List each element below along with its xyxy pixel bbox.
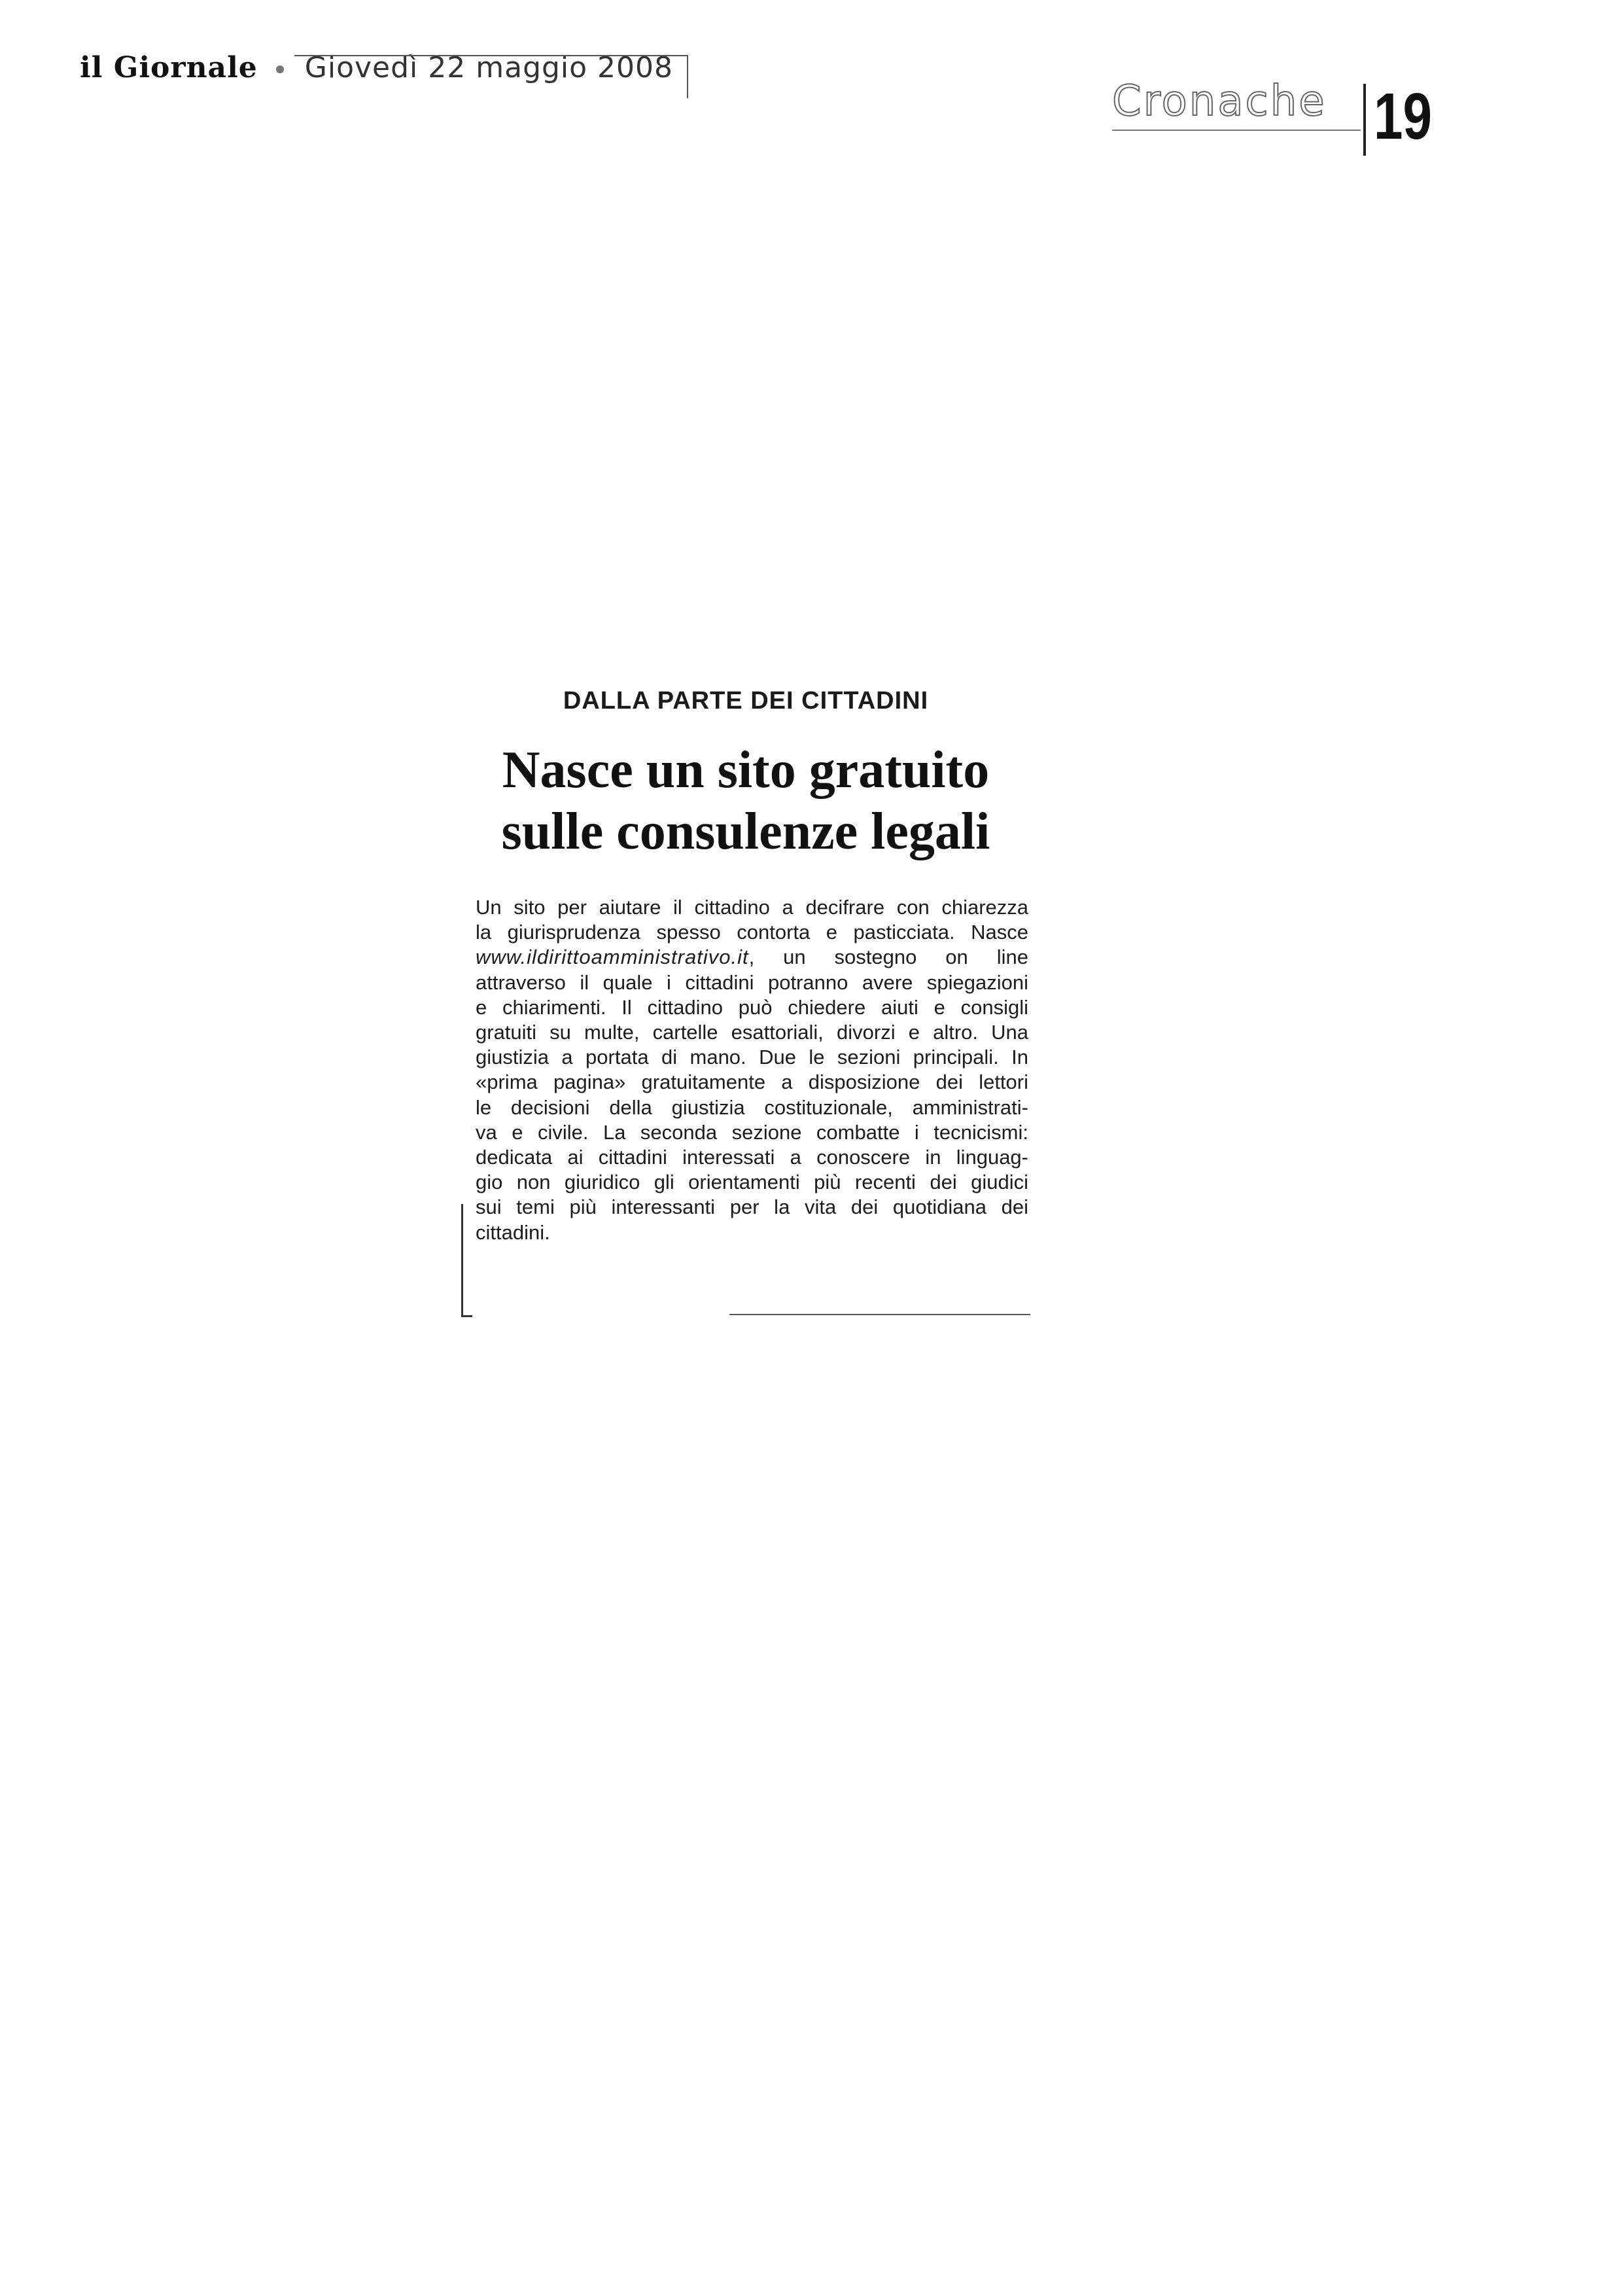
body-line: gratuiti su multe, cartelle esattoriali, divorzi e altro. Una bbox=[476, 1021, 1028, 1044]
issue-date: Giovedì 22 maggio 2008 bbox=[304, 51, 674, 84]
body-line-with-url bbox=[476, 945, 1028, 970]
newspaper-name: il Giornale bbox=[80, 51, 258, 84]
website-url: www.ildirittoamministrativo.it bbox=[476, 945, 749, 969]
article-headline bbox=[461, 739, 1030, 862]
date-rule bbox=[294, 55, 687, 56]
body-line: Un sito per aiutare il cittadino a decifrare con chiarezza bbox=[476, 896, 1028, 919]
section-header bbox=[1112, 77, 1439, 162]
body-line: la giurisprudenza spesso contorta e pasticciata. Nasce bbox=[476, 921, 1028, 944]
section-name: Cronache bbox=[1112, 77, 1327, 126]
body-line: giustizia a portata di mano. Due le sezioni principali. In bbox=[476, 1046, 1028, 1069]
body-line: dedicata ai cittadini interessati a conoscere in linguag- bbox=[476, 1146, 1028, 1169]
article-kicker: DALLA PARTE DEI CITTADINI bbox=[563, 687, 929, 715]
clipping-corner-mark bbox=[461, 1204, 472, 1317]
masthead bbox=[80, 51, 673, 103]
article-clipping bbox=[461, 674, 1030, 1302]
body-line: gio non giuridico gli orientamenti più recenti dei giudici bbox=[476, 1171, 1028, 1194]
body-line-fragment: , un sostegno on line bbox=[748, 945, 1028, 969]
body-line: sui temi più interessanti per la vita dei quotidiana dei bbox=[476, 1195, 1028, 1219]
body-line: va e civile. La seconda sezione combatte i tecnicismi: bbox=[476, 1120, 1028, 1144]
section-underline bbox=[1112, 130, 1361, 131]
headline-line: sulle consulenze legali bbox=[501, 803, 990, 860]
date-rule-end bbox=[687, 55, 688, 98]
page-number: 19 bbox=[1374, 80, 1432, 153]
headline-line: Nasce un sito gratuito bbox=[502, 741, 990, 799]
body-line: e chiarimenti. Il cittadino può chiedere aiuti e consigli bbox=[476, 995, 1028, 1019]
body-line: attraverso il quale i cittadini potranno avere spiegazioni bbox=[476, 970, 1028, 994]
body-line: cittadini. bbox=[476, 1220, 550, 1244]
body-line: le decisioni della giustizia costituzionale, amministrati- bbox=[476, 1095, 1028, 1119]
body-line: «prima pagina» gratuitamente a disposizione dei lettori bbox=[476, 1070, 1028, 1094]
article-body bbox=[476, 895, 1028, 1245]
article-end-rule bbox=[729, 1314, 1030, 1315]
section-divider bbox=[1363, 84, 1366, 156]
bullet-separator-icon bbox=[276, 65, 284, 73]
